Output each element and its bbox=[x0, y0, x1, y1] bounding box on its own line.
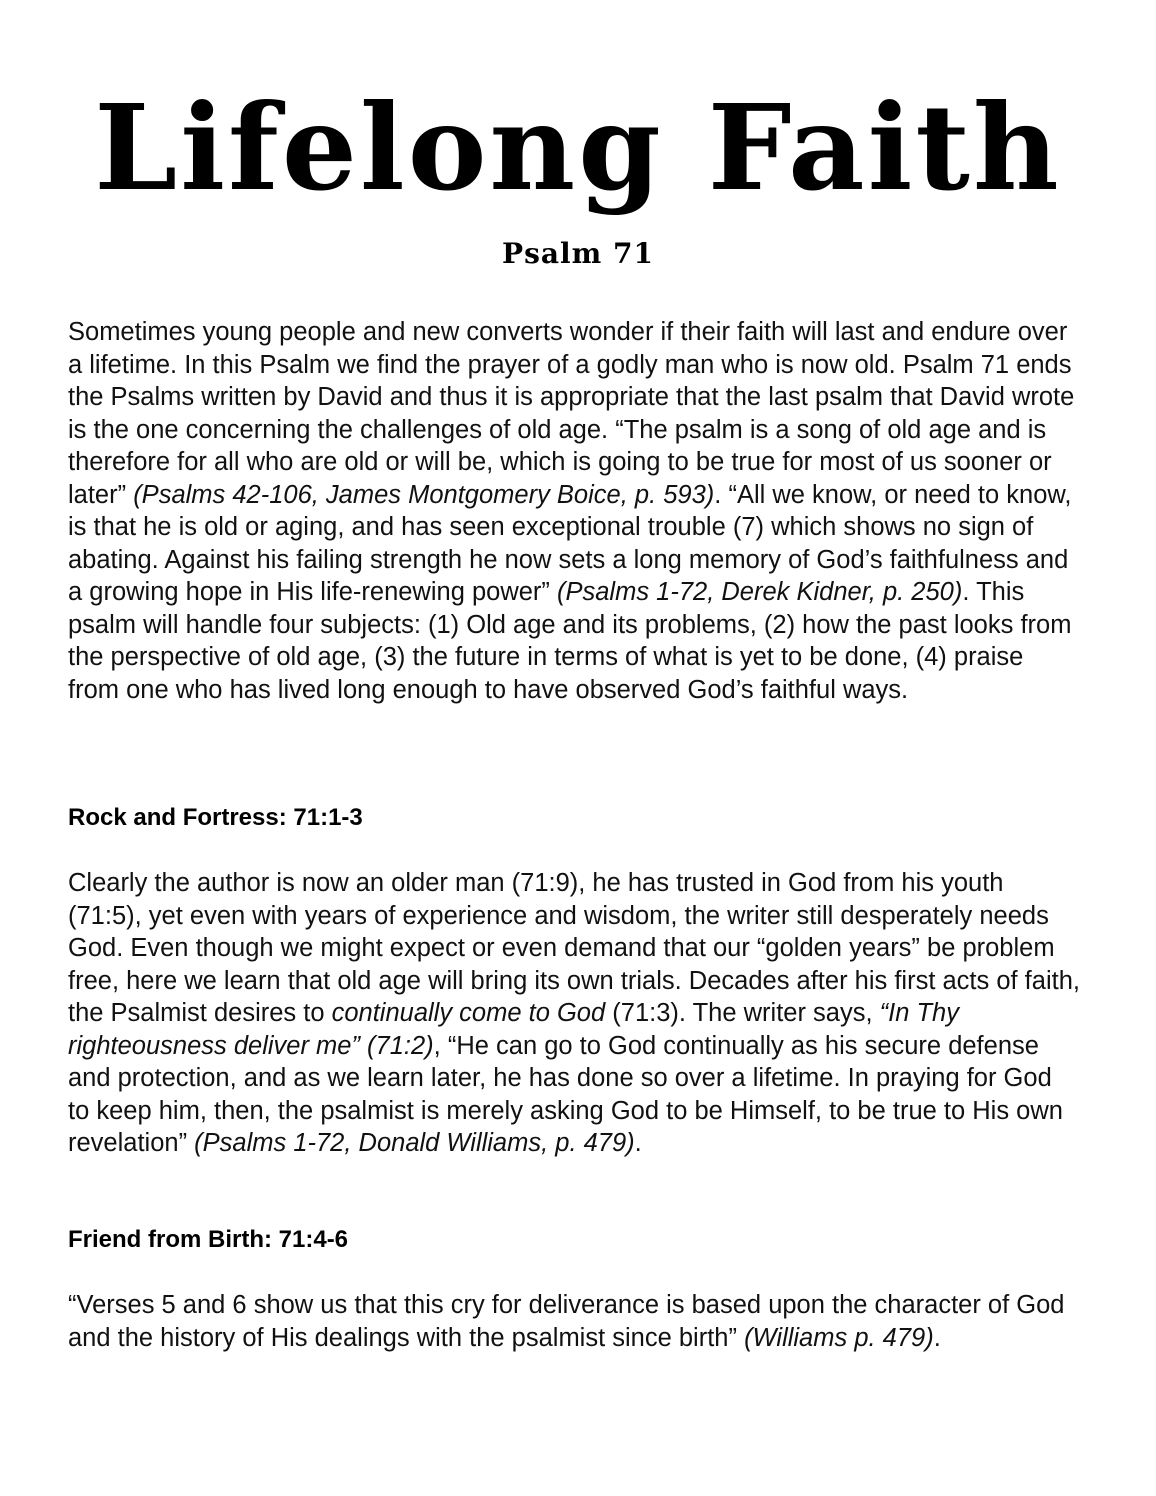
intro-citation-kidner: (Psalms 1-72, Derek Kidner, p. 250) bbox=[557, 578, 963, 606]
section2-paragraph bbox=[68, 1289, 1080, 1354]
section1-text-2: (71:3). The writer says, bbox=[605, 999, 880, 1027]
section1-text-4: . bbox=[634, 1129, 642, 1157]
section2-text-1: “Verses 5 and 6 show us that this cry for deliverance is based upon the character of God and the history of His dealings with the psalmist since birth” bbox=[68, 1291, 1065, 1352]
intro-paragraph bbox=[68, 316, 1080, 706]
intro-text-3: . This psalm will handle four subjects: (1) Old age and its problems, (2) how the past looks from the perspective of old age, (3) the future in terms of what is yet to be done, (4) praise from one who has lived long enough to have observed God’s faithful ways. bbox=[68, 578, 1072, 704]
intro-text-2: . “All we know, or need to know, is that he is old or aging, and has seen exceptional trouble (7) which shows no sign of abating. Against his failing strength he now sets a long memory of God’s faithfulness and a growing hope in His life-renewing power” bbox=[68, 480, 1072, 606]
intro-text-1: Sometimes young people and new converts wonder if their faith will last and endure over a lifetime. In this Psalm we find the prayer of a godly man who is now old. Psalm 71 ends the Psalms written by David and thus it is appropriate that the last psalm that David wrote is the one concerning the challenges of old age. “The psalm is a song of old age and is therefore for all who are old or will be, which is going to be true for most of us sooner or later” bbox=[68, 318, 1075, 509]
section1-citation-williams: (Psalms 1-72, Donald Williams, p. 479) bbox=[194, 1129, 635, 1157]
section-heading-friend-from-birth: Friend from Birth: 71:4-6 bbox=[68, 1226, 349, 1253]
section1-text-3: , “He can go to God continually as his secure defense and protection, and as we learn later, he has done so over a lifetime. In praying for God to keep him, then, the psalmist is merely asking God to be Himself, to be true to His own revelation” bbox=[68, 1031, 1063, 1157]
section2-citation-williams: (Williams p. 479) bbox=[744, 1323, 934, 1352]
section1-paragraph bbox=[68, 867, 1080, 1160]
section2-text-2: . bbox=[933, 1323, 941, 1352]
document-subtitle: Psalm 71 bbox=[502, 237, 654, 270]
intro-citation-boice: (Psalms 42-106, James Montgomery Boice, p. 593) bbox=[133, 480, 715, 509]
section1-text-1: Clearly the author is now an older man (71:9), he has trusted in God from his youth (71:5), yet even with years of experience and wisdom, the writer still desperately needs God. Even though we might expect or even demand that our “golden years” be problem free, here we learn that old age will bring its own trials. Decades after his first acts of faith, the Psalmist desires to bbox=[68, 869, 1080, 1027]
section1-emphasis-continually: continually come to God bbox=[331, 999, 606, 1027]
document-title: Lifelong Faith bbox=[94, 78, 1062, 217]
section-heading-rock-and-fortress: Rock and Fortress: 71:1-3 bbox=[68, 804, 363, 831]
section1-quote-deliver-me: “In Thy righteousness deliver me” (71:2) bbox=[68, 999, 959, 1060]
